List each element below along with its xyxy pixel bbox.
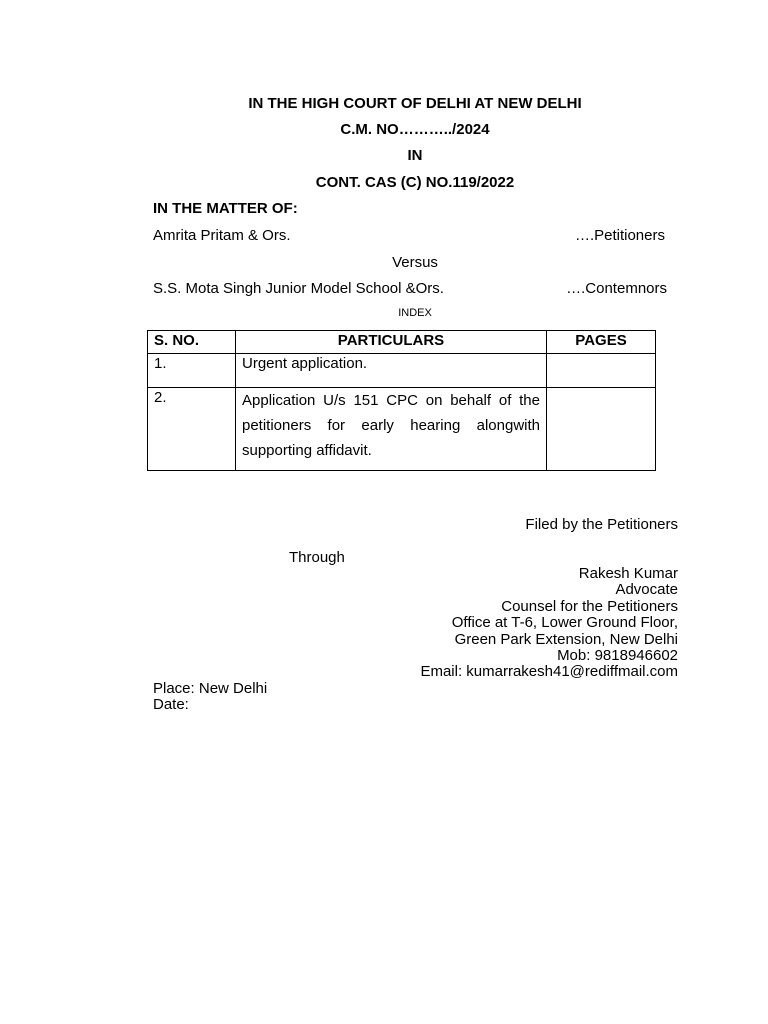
row-sno: 1. <box>148 354 236 388</box>
advocate-title: Advocate <box>615 581 678 598</box>
filed-by: Filed by the Petitioners <box>525 516 678 533</box>
index-caption: INDEX <box>398 307 432 319</box>
header-pages: PAGES <box>547 331 656 354</box>
in-label: IN <box>407 147 423 164</box>
counsel-role: Counsel for the Petitioners <box>501 598 678 615</box>
email-address: Email: kumarrakesh41@rediffmail.com <box>420 663 678 680</box>
office-address-line1: Office at T-6, Lower Ground Floor, <box>451 614 678 631</box>
matter-label: IN THE MATTER OF: <box>153 200 298 217</box>
table-header-row <box>148 331 656 354</box>
contemnor-role: ….Contemnors <box>566 280 667 297</box>
case-number: CONT. CAS (C) NO.119/2022 <box>315 174 515 191</box>
row-pages <box>547 388 656 471</box>
versus-label: Versus <box>392 254 438 271</box>
place-line: Place: New Delhi <box>153 680 268 697</box>
table-row <box>148 388 656 471</box>
row-sno: 2. <box>148 388 236 471</box>
row-pages <box>547 354 656 388</box>
office-address-line2: Green Park Extension, New Delhi <box>454 631 678 648</box>
row-particulars: Application U/s 151 CPC on behalf of the petitioners for early hearing alongwith supporting affidavit. <box>236 388 547 471</box>
advocate-name: Rakesh Kumar <box>578 565 678 582</box>
table-row <box>148 354 656 388</box>
through-label: Through <box>289 549 345 566</box>
petitioner-role: ….Petitioners <box>574 227 665 244</box>
row-particulars: Urgent application. <box>236 354 547 388</box>
index-table <box>147 330 656 471</box>
header-particulars: PARTICULARS <box>236 331 547 354</box>
court-title: IN THE HIGH COURT OF DELHI AT NEW DELHI <box>248 95 582 112</box>
contemnor-name: S.S. Mota Singh Junior Model School &Ors. <box>153 280 444 297</box>
header-sno: S. NO. <box>148 331 236 354</box>
mobile-number: Mob: 9818946602 <box>557 647 678 664</box>
cm-number: C.M. NO………../2024 <box>340 121 490 138</box>
petitioner-name: Amrita Pritam & Ors. <box>153 227 291 244</box>
date-line: Date: <box>153 696 189 713</box>
